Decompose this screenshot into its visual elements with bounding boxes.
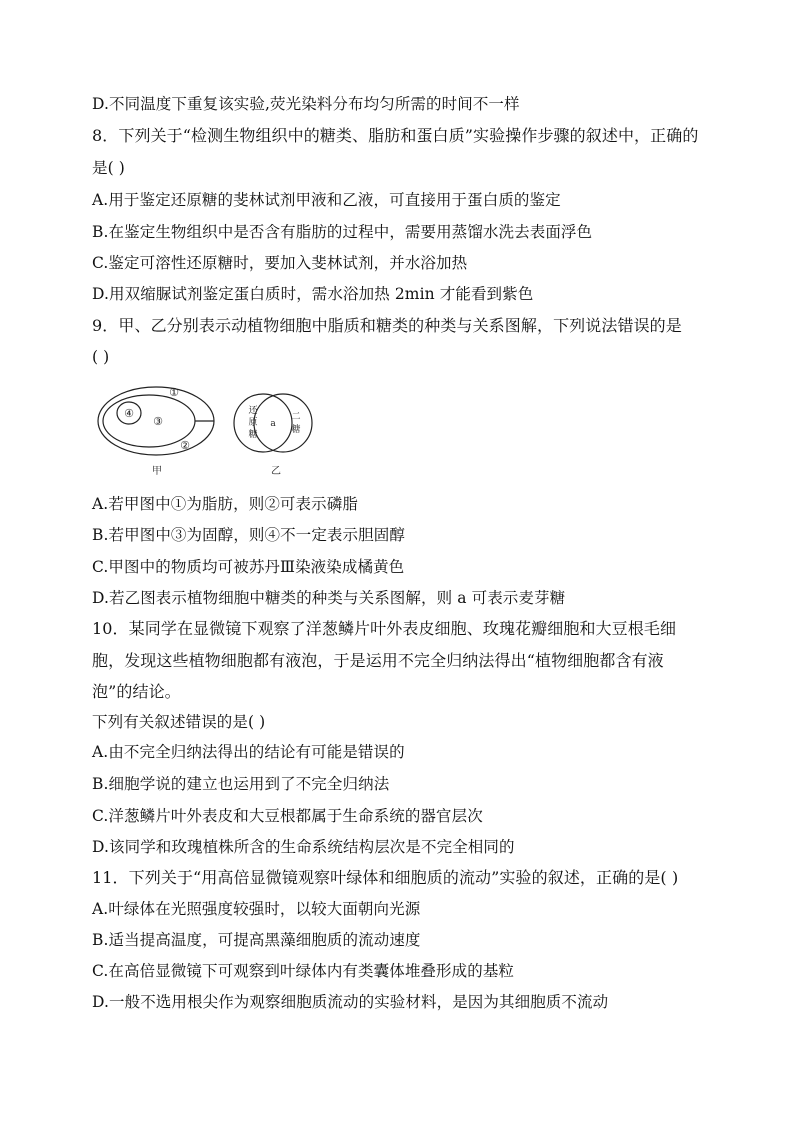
question-10-option-b: B.细胞学说的建立也运用到了不完全归纳法 — [92, 775, 390, 793]
caption-jia: 甲 — [152, 466, 162, 477]
right-label-1: 二 — [291, 412, 301, 422]
question-8-option-d: D.用双缩脲试剂鉴定蛋白质时，需水浴加热 2min 才能看到紫色 — [92, 285, 534, 303]
question-9-option-b: B.若甲图中③为固醇，则④不一定表示胆固醇 — [92, 526, 405, 544]
question-9-figure — [95, 383, 335, 481]
label-4: ④ — [124, 407, 134, 420]
question-9-option-a: A.若甲图中①为脂肪，则②可表示磷脂 — [92, 495, 358, 513]
question-8-stem: 8．下列关于“检测生物组织中的糖类、脂肪和蛋白质”实验操作步骤的叙述中，正确的 — [92, 126, 699, 145]
question-10-stem-cont-2: 泡”的结论。 — [92, 682, 181, 701]
diagram-jia — [98, 386, 214, 477]
question-11-option-c: C.在高倍显微镜下可观察到叶绿体内有类囊体堆叠形成的基粒 — [92, 962, 515, 980]
question-11-option-b: B.适当提高温度，可提高黑藻细胞质的流动速度 — [92, 931, 421, 949]
label-2: ② — [180, 439, 190, 452]
left-label-1: 还 — [248, 406, 258, 416]
question-10-stem: 10．某同学在显微镜下观察了洋葱鳞片叶外表皮细胞、玫瑰花瓣细胞和大豆根毛细 — [92, 619, 677, 638]
diagram-yi — [234, 394, 312, 477]
question-9-option-d: D.若乙图表示植物细胞中糖类的种类与关系图解，则 a 可表示麦芽糖 — [92, 589, 566, 607]
question-11-option-d: D.一般不选用根尖作为观察细胞质流动的实验材料，是因为其细胞质不流动 — [92, 993, 609, 1011]
question-10-stem-cont-1: 胞，发现这些植物细胞都有液泡，于是运用不完全归纳法得出“植物细胞都含有液 — [92, 651, 664, 670]
question-9-stem: 9．甲、乙分别表示动植物细胞中脂质和糖类的种类与关系图解，下列说法错误的是 — [92, 316, 682, 335]
question-8-option-b: B.在鉴定生物组织中是否含有脂肪的过程中，需要用蒸馏水洗去表面浮色 — [92, 223, 593, 241]
caption-yi: 乙 — [271, 466, 281, 477]
question-11-option-a: A.叶绿体在光照强度较强时，以较大面朝向光源 — [92, 900, 421, 918]
left-label-2: 原 — [248, 418, 258, 428]
option-text: D.不同温度下重复该实验,荧光染料分布均匀所需的时间不一样 — [92, 95, 520, 113]
question-11-stem: 11．下列关于“用高倍显微镜观察叶绿体和细胞质的流动”实验的叙述，正确的是( ) — [92, 868, 679, 887]
question-10-option-c: C.洋葱鳞片叶外表皮和大豆根都属于生命系统的器官层次 — [92, 807, 483, 825]
right-label-2: 糖 — [291, 425, 301, 435]
question-10-option-d: D.该同学和玫瑰植株所含的生命系统结构层次是不完全相同的 — [92, 838, 515, 856]
question-8-option-a: A.用于鉴定还原糖的斐林试剂甲液和乙液，可直接用于蛋白质的鉴定 — [92, 191, 561, 209]
label-1: ① — [169, 386, 179, 399]
question-9-option-c: C.甲图中的物质均可被苏丹Ⅲ染液染成橘黄色 — [92, 558, 405, 576]
label-3: ③ — [153, 415, 163, 428]
center-label: a — [270, 419, 276, 429]
question-10-option-a: A.由不完全归纳法得出的结论有可能是错误的 — [92, 743, 405, 761]
left-label-3: 糖 — [248, 430, 258, 440]
question-10-prompt: 下列有关叙述错误的是( ) — [92, 713, 266, 731]
question-9-stem-cont: ( ) — [92, 348, 110, 366]
question-8-option-c: C.鉴定可溶性还原糖时，要加入斐林试剂，并水浴加热 — [92, 254, 468, 272]
question-8-stem-cont: 是( ) — [92, 159, 125, 177]
lipid-sugar-diagram — [95, 383, 335, 481]
